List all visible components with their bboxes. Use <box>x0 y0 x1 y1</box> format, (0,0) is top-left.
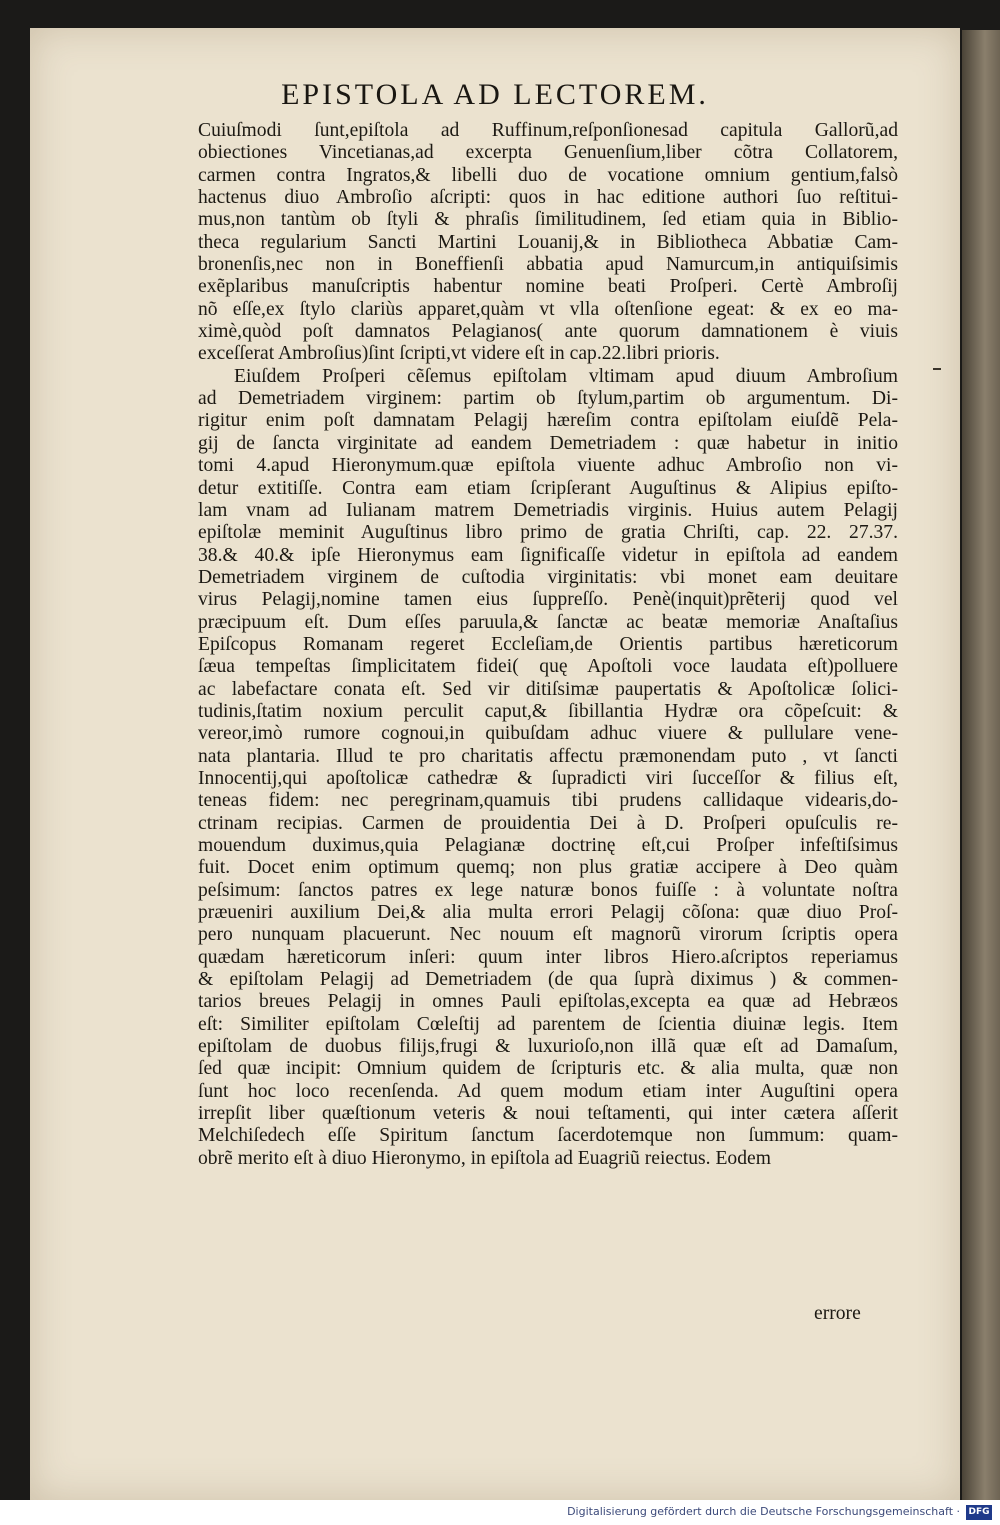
text-line: epiſtolam de duobus filijs,frugi & luxurioſo,non illã quæ eſt ad Damaſum, <box>198 1036 898 1058</box>
text-line: Eiuſdem Proſperi cẽſemus epiſtolam vltimam apud diuum Ambroſium <box>234 365 898 387</box>
adjacent-page-edge <box>962 30 1000 1500</box>
text-line: peſsimum: ſanctos patres ex lege naturæ bonos fuiſſe : à voluntate noſtra <box>198 879 898 901</box>
text-line: ſunt hoc loco recenſenda. Ad quem modum etiam inter Auguſtini opera <box>198 1080 898 1102</box>
text-line: ſæua tempeſtas ſimplicitatem fidei( quę Apoſtoli voce laudata eſt)polluere <box>198 656 898 678</box>
book-page <box>30 28 960 1500</box>
text-line: Demetriadem virginem de cuſtodia virginitatis: vbi monet eam deuitare <box>198 566 898 588</box>
text-line: epiſtolæ meminit Auguſtinus libro primo de gratia Chriſti, cap. 22. 27.37. <box>198 522 898 544</box>
text-line: exẽplaribus manuſcriptis habentur nomine beati Proſperi. Certè Ambroſij <box>198 276 898 298</box>
catchword: errore <box>814 1303 861 1324</box>
text-line: eſt: Similiter epiſtolam Cœleſtij ad parentem de ſcientia diuinæ legis. Item <box>198 1013 898 1035</box>
text-line: lam vnam ad Iulianam matrem Demetriadis virginis. Huius autem Pelagij <box>198 499 898 521</box>
running-title: EPISTOLA AD LECTOREM. <box>281 78 709 111</box>
text-line: nõ eſſe,ex ſtylo clariùs apparet,quàm vt vlla oſtenſione egeat: & ex eo ma- <box>198 298 898 320</box>
text-line: quædam hæreticorum inſeri: quum inter libros Hiero.aſcriptos reperiamus <box>198 946 898 968</box>
text-line: obiectiones Vincetianas,ad excerpta Genuenſium,liber cõtra Collatorem, <box>198 142 898 164</box>
text-line: Innocentij,qui apoſtolicæ cathedræ & ſupradicti viri ſucceſſor & filius eſt, <box>198 767 898 789</box>
text-line: ac labefactare conata eſt. Sed vir ditiſsimæ paupertatis & Apoſtolicæ ſolici- <box>198 678 898 700</box>
text-line: detur extitiſſe. Contra eam etiam ſcripſerant Auguſtinus & Alipius epiſto- <box>198 477 898 499</box>
margin-mark <box>933 368 941 370</box>
text-line: tudinis,ſtatim noxium perculit caput,& ſibillantia Hydræ ora cõpeſcuit: & <box>198 700 898 722</box>
text-line: Epiſcopus Romanam regeret Eccleſiam,de Orientis partibus hæreticorum <box>198 633 898 655</box>
text-line: ctrinam recipias. Carmen de prouidentia Dei à D. Proſperi opuſculis re- <box>198 812 898 834</box>
text-line: gij de ſancta virginitate ad eandem Demetriadem : quæ habetur in initio <box>198 432 898 454</box>
text-line: præcipuum eſt. Dum eſſes paruula,& ſanctæ ac beatæ memoriæ Anaſtaſius <box>198 611 898 633</box>
funding-credit: Digitalisierung gefördert durch die Deutsche Forschungsgemeinschaft · <box>567 1505 960 1518</box>
dfg-logo-icon: DFG <box>966 1505 992 1520</box>
text-line: hactenus diuo Ambroſio aſcripti: quos in hac editione authori ſuo reſtitui- <box>198 187 898 209</box>
text-line: præueniri auxilium Dei,& alia multa errori Pelagij cõſona: quæ diuo Proſ- <box>198 902 898 924</box>
text-line: fuit. Docet enim optimum quemq; non plus gratiæ accipere à Deo quàm <box>198 857 898 879</box>
text-line: & epiſtolam Pelagij ad Demetriadem (de qua ſuprà diximus ) & commen- <box>198 969 898 991</box>
text-line: Cuiuſmodi ſunt,epiſtola ad Ruffinum,reſponſionesad capitula Gallorũ,ad <box>198 120 898 141</box>
text-line: pero nunquam placuerunt. Nec nouum eſt magnorũ virorum ſcriptis opera <box>198 924 898 946</box>
text-line: bronenſis,nec non in Boneffienſi abbatia apud Namurcum,in antiquiſsimis <box>198 254 898 276</box>
text-line: ad Demetriadem virginem: partim ob ſtylum,partim ob argumentum. Di- <box>198 388 898 410</box>
text-line: tomi 4.apud Hieronymum.quæ epiſtola viuente adhuc Ambroſio non vi- <box>198 455 898 477</box>
footer-bar <box>0 1500 1000 1525</box>
text-line: ſed quæ incipit: Omnium quidem de ſcripturis etc. & alia multa, quæ non <box>198 1058 898 1080</box>
text-line: virus Pelagij,nomine tamen eius ſuppreſſo. Penè(inquit)prẽterij quod vel <box>198 589 898 611</box>
text-line: tarios breues Pelagij in omnes Pauli epiſtolas,excepta ea quæ ad Hebræos <box>198 991 898 1013</box>
text-line: carmen contra Ingratos,& libelli duo de vocatione omnium gentium,falsò <box>198 164 898 186</box>
text-line: rigitur enim poſt damnatam Pelagij hæreſim contra epiſtolam eiuſdẽ Pela- <box>198 410 898 432</box>
text-line: irrepſit liber quæſtionum veteris & noui teſtamenti, qui inter cætera aſſerit <box>198 1103 898 1125</box>
text-line: teneas fidem: nec peregrinam,quamuis tibi prudens callidaque videaris,do- <box>198 790 898 812</box>
text-line: theca regularium Sancti Martini Louanij,& in Bibliotheca Abbatiæ Cam- <box>198 231 898 253</box>
text-line: mus,non tantùm ob ſtyli & phraſis ſimilitudinem, ſed etiam quia in Biblio- <box>198 209 898 231</box>
text-line: nata plantaria. Illud te pro charitatis affectu præmonendam puto , vt ſancti <box>198 745 898 767</box>
text-line: vereor,imò rumore cognoui,in quibuſdam adhuc viuere & pullulare vene- <box>198 723 898 745</box>
text-line: mouendum duximus,quia Pelagianæ doctrinę eſt,cui Proſper infeſtiſsimus <box>198 835 898 856</box>
text-line: Melchiſedech eſſe Spiritum ſanctum ſacerdotemque non ſummum: quam- <box>198 1125 898 1147</box>
text-line: exceſſerat Ambroſius)ſint ſcripti,vt videre eſt in cap.22.libri prioris. <box>198 343 720 365</box>
text-line: obrẽ merito eſt à diuo Hieronymo, in epiſtola ad Euagriũ reiectus. Eodem <box>198 1147 771 1169</box>
text-line: 38.& 40.& ipſe Hieronymus eam ſignificaſſe videtur in epiſtola ad eandem <box>198 544 898 566</box>
body-text <box>198 120 898 1170</box>
text-line: ximè,quòd poſt damnatos Pelagianos( ante quorum damnationem è viuis <box>198 321 898 343</box>
